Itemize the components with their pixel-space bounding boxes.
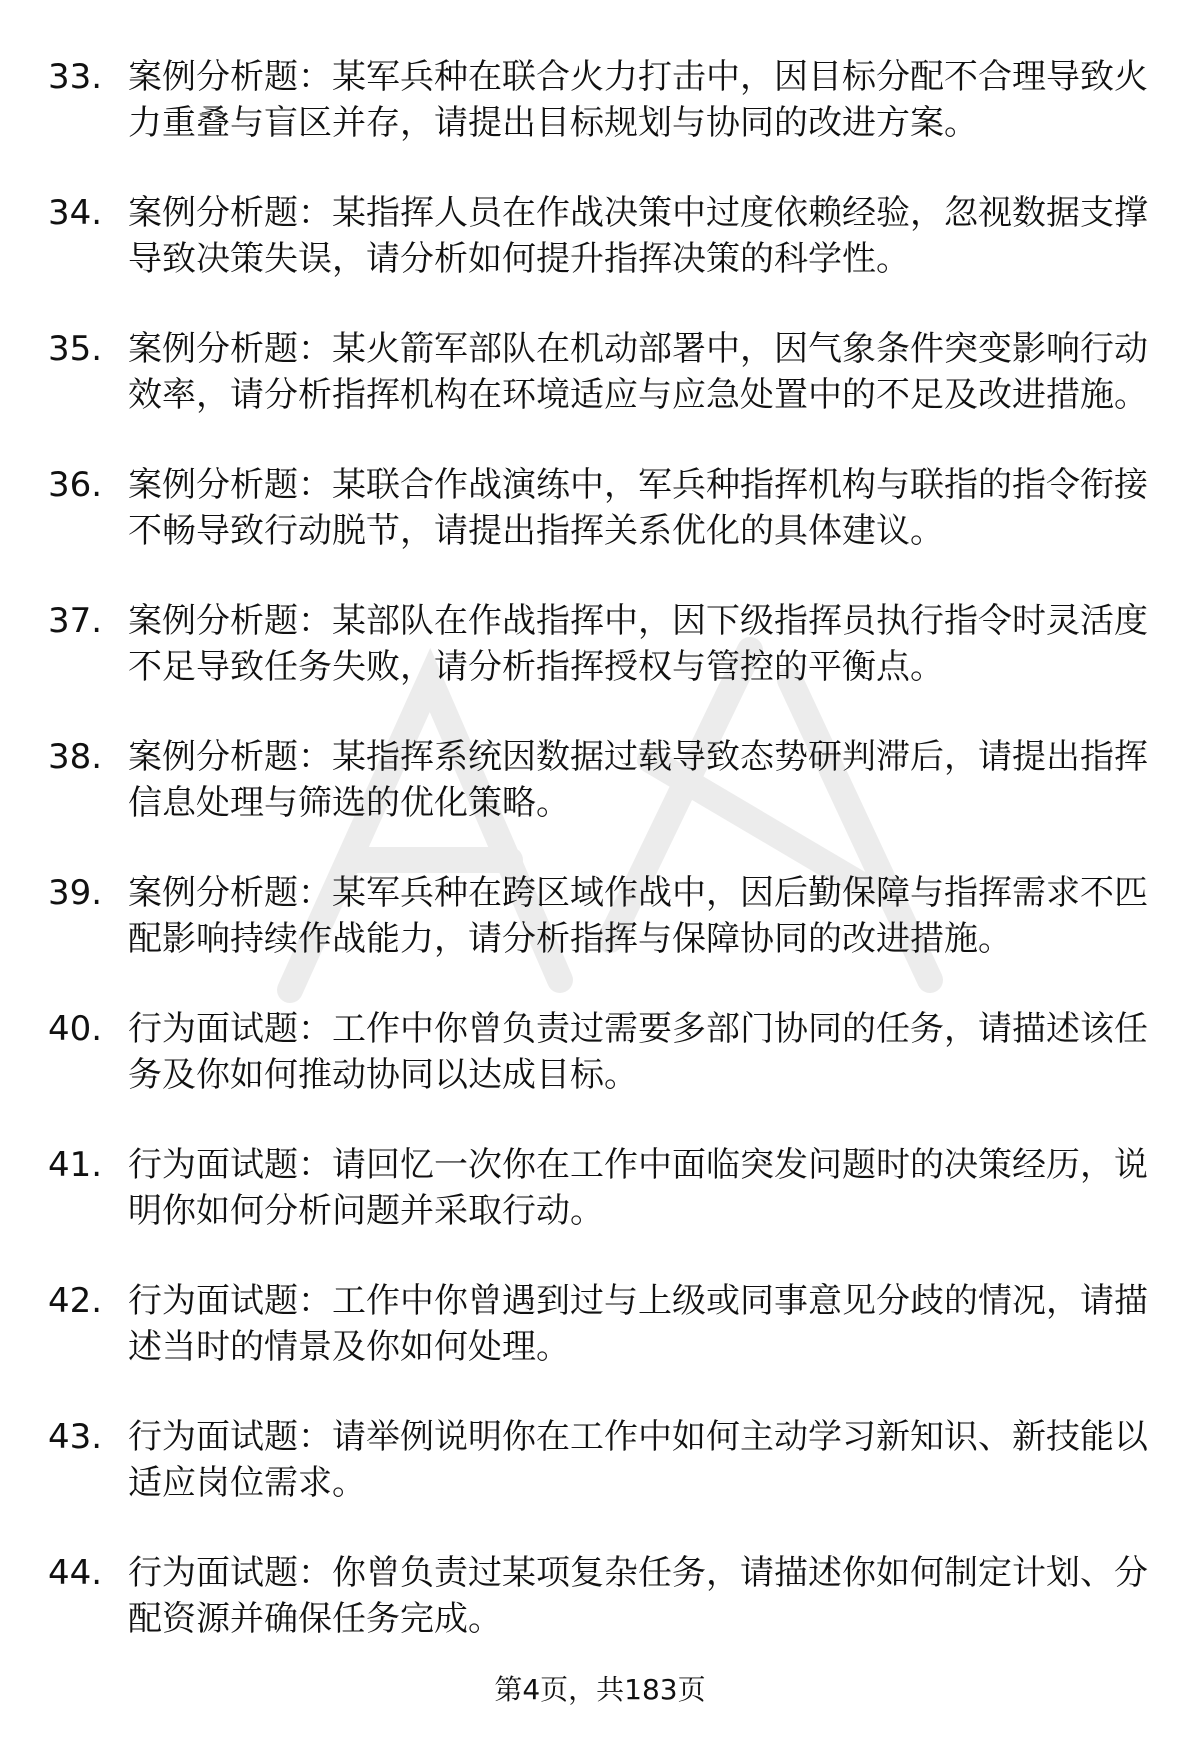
question-text: 案例分析题：某指挥人员在作战决策中过度依赖经验，忽视数据支撑导致决策失误，请分析如何提升指挥决策的科学性。 [128,193,1148,279]
question-text: 行为面试题：请举例说明你在工作中如何主动学习新知识、新技能以适应岗位需求。 [128,1417,1148,1503]
question-number: 39. [48,873,103,913]
list-item [0,598,1200,690]
question-number: 37. [48,601,103,641]
question-list [0,54,1200,1686]
question-text: 案例分析题：某指挥系统因数据过载导致态势研判滞后，请提出指挥信息处理与筛选的优化策略。 [128,737,1148,823]
question-text: 行为面试题：请回忆一次你在工作中面临突发问题时的决策经历，说明你如何分析问题并采取行动。 [128,1145,1148,1231]
list-item [0,1142,1200,1234]
question-number: 42. [48,1281,103,1321]
list-item [0,734,1200,826]
question-text: 行为面试题：你曾负责过某项复杂任务，请描述你如何制定计划、分配资源并确保任务完成。 [128,1553,1148,1639]
question-number: 40. [48,1009,103,1049]
question-number: 41. [48,1145,103,1185]
question-text: 案例分析题：某联合作战演练中，军兵种指挥机构与联指的指令衔接不畅导致行动脱节，请提出指挥关系优化的具体建议。 [128,465,1148,551]
list-item [0,1006,1200,1098]
question-number: 36. [48,465,103,505]
question-number: 33. [48,57,103,97]
question-number: 34. [48,193,103,233]
question-number: 43. [48,1417,103,1457]
question-text: 行为面试题：工作中你曾负责过需要多部门协同的任务，请描述该任务及你如何推动协同以达成目标。 [128,1009,1148,1095]
list-item [0,1550,1200,1642]
question-number: 35. [48,329,103,369]
question-text: 案例分析题：某军兵种在跨区域作战中，因后勤保障与指挥需求不匹配影响持续作战能力，请分析指挥与保障协同的改进措施。 [128,873,1148,959]
question-number: 38. [48,737,103,777]
question-text: 案例分析题：某部队在作战指挥中，因下级指挥员执行指令时灵活度不足导致任务失败，请分析指挥授权与管控的平衡点。 [128,601,1148,687]
list-item [0,54,1200,146]
list-item [0,462,1200,554]
list-item [0,1278,1200,1370]
list-item [0,1414,1200,1506]
list-item [0,870,1200,962]
question-text: 案例分析题：某火箭军部队在机动部署中，因气象条件突变影响行动效率，请分析指挥机构在环境适应与应急处置中的不足及改进措施。 [128,329,1148,415]
question-number: 44. [48,1553,103,1593]
page-number: 第4页，共183页 [494,1673,706,1706]
list-item [0,326,1200,418]
list-item [0,190,1200,282]
question-text: 行为面试题：工作中你曾遇到过与上级或同事意见分歧的情况，请描述当时的情景及你如何处理。 [128,1281,1148,1367]
question-text: 案例分析题：某军兵种在联合火力打击中，因目标分配不合理导致火力重叠与盲区并存，请提出目标规划与协同的改进方案。 [128,57,1148,143]
